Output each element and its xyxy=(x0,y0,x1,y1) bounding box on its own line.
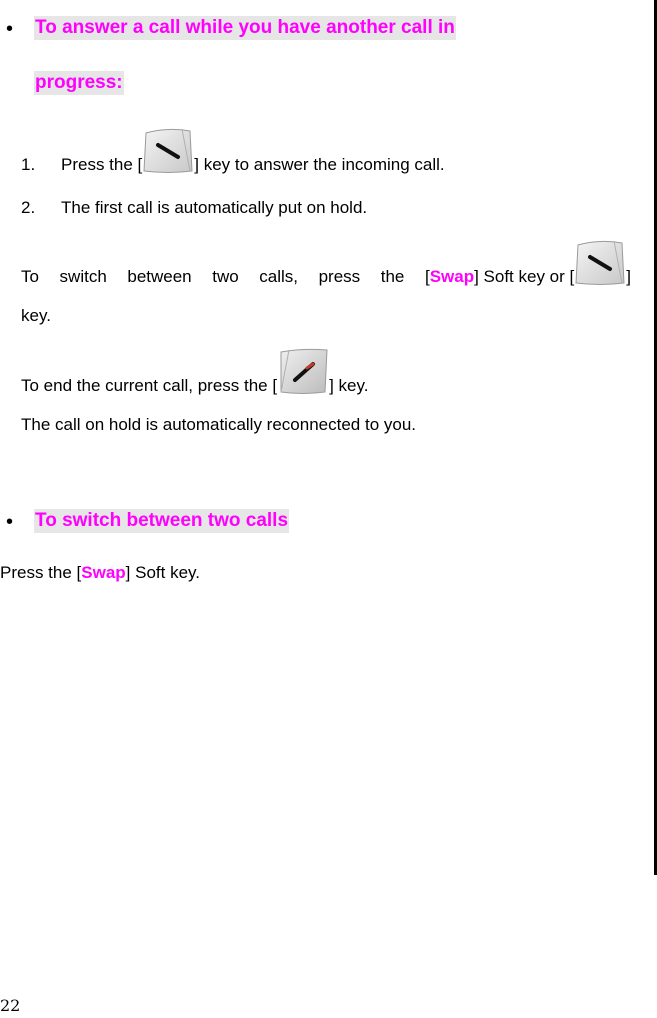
switch-calls-line-2: key. xyxy=(21,306,51,325)
end-call-line xyxy=(21,376,368,396)
word: switch xyxy=(59,267,107,286)
section-heading-answer-call-cont: progress: xyxy=(35,72,123,93)
step-text: The first call is automatically put on hold. xyxy=(61,198,368,217)
switch-end: ] xyxy=(626,267,631,286)
switch-soft-key: [Swap] Soft key or [ ] xyxy=(425,267,631,287)
swap-text-after: ] Soft key. xyxy=(125,563,200,582)
reconnect-line: The call on hold is automatically reconnected to you. xyxy=(21,415,417,434)
send-key-icon xyxy=(574,239,626,287)
end-key-icon xyxy=(277,348,329,396)
word: between xyxy=(127,267,192,286)
bullet: • xyxy=(6,18,14,40)
step-1 xyxy=(21,155,445,175)
bullet: • xyxy=(6,511,14,533)
step-number: 2. xyxy=(21,198,36,217)
swap-text-before: Press the [ xyxy=(0,563,82,582)
swap-instruction-line xyxy=(0,563,200,583)
switch-mid: ] Soft key or [ xyxy=(474,267,575,286)
step-text-after: ] key to answer the incoming call. xyxy=(194,155,445,174)
section-heading-answer-call: To answer a call while you have another call in xyxy=(35,17,455,38)
word: the xyxy=(380,267,405,286)
word: calls, xyxy=(259,267,298,286)
word: two xyxy=(212,267,239,286)
section-heading-switch-calls: To switch between two calls xyxy=(35,510,289,531)
step-text-before: Press the [ xyxy=(61,155,143,174)
send-key-icon xyxy=(142,127,194,175)
word: To xyxy=(21,267,39,286)
switch-calls-line xyxy=(21,267,631,287)
word: press xyxy=(318,267,361,286)
swap-label: Swap xyxy=(81,563,126,582)
step-2 xyxy=(21,198,367,218)
end-text-after: ] key. xyxy=(329,376,369,395)
step-number: 1. xyxy=(21,155,36,174)
end-text-before: To end the current call, press the [ xyxy=(21,376,278,395)
page-number: 22 xyxy=(0,996,21,1015)
swap-label: Swap xyxy=(429,267,475,286)
